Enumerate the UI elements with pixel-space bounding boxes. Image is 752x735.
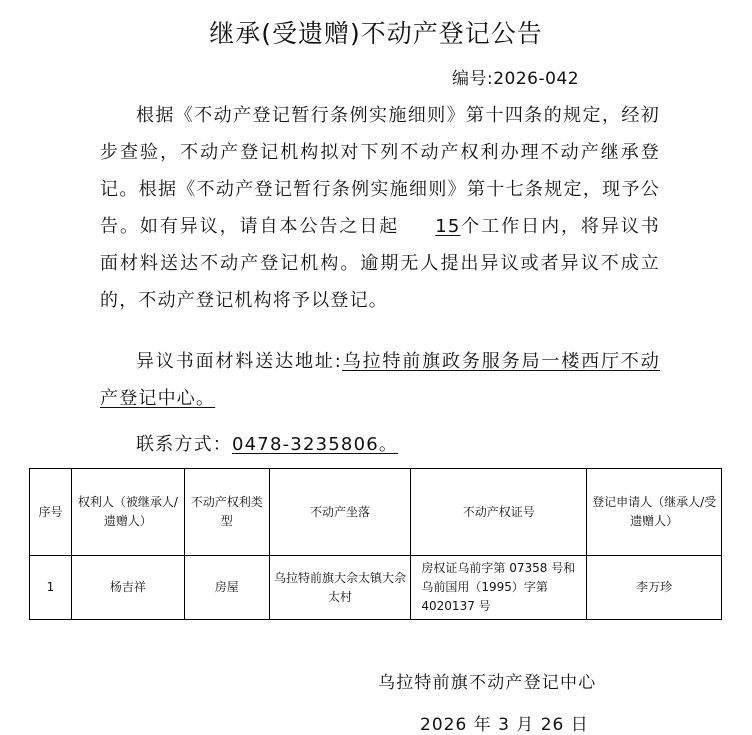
contact-line [136,430,398,456]
contact-value: 0478-3235806。 [232,434,399,455]
notice-text-before: 根据《不动产登记暂行条例实施细则》第十四条的规定，经初步查验，不动产登记机构拟对下列不动产权利办理不动产继承登记。根据《不动产登记暂行条例实施细则》第十七条规定，现予公告。如有异议，请自本公告之日起 [100,105,660,237]
table-row [30,556,722,620]
cell-index: 1 [30,556,72,620]
header-right-type: 不动产权利类型 [184,469,269,556]
cell-right-type: 房屋 [184,556,269,620]
address-value: 乌拉特前旗政务服务局一楼西厅不动产登记中心。 [100,351,661,409]
cell-location: 乌拉特前旗大佘太镇大佘太村 [269,556,411,620]
header-applicant: 登记申请人（继承人/受遗赠人） [587,469,722,556]
cell-certificate: 房权证乌前字第 07358 号和乌前国用（1995）字第 4020137 号 [411,556,587,620]
issuing-organization: 乌拉特前旗不动产登记中心 [378,673,597,693]
notice-text-after: 个工作日内，将异议书面材料送达不动产登记机构。逾期无人提出异议或者异议不成立的，不动产登记机构将予以登记。 [100,216,661,311]
header-index: 序号 [30,469,72,556]
objection-days: 15 [435,216,461,237]
header-location: 不动产坐落 [269,469,411,556]
cell-applicant: 李万珍 [587,556,722,620]
contact-label: 联系方式： [136,434,232,455]
document-number: 编号:2026-042 [452,69,580,89]
issue-date: 2026 年 3 月 26 日 [420,715,589,735]
table-header-row [30,469,722,556]
cell-right-holder: 杨吉祥 [71,556,184,620]
address-paragraph [100,343,660,417]
notice-paragraph [100,97,660,319]
header-certificate: 不动产权证号 [411,469,587,556]
page-title: 继承(受遗赠)不动产登记公告 [209,19,543,48]
registration-table [29,468,722,620]
header-right-holder: 权利人（被继承人/遗赠人） [71,469,184,556]
address-label: 异议书面材料送达地址: [136,351,343,372]
